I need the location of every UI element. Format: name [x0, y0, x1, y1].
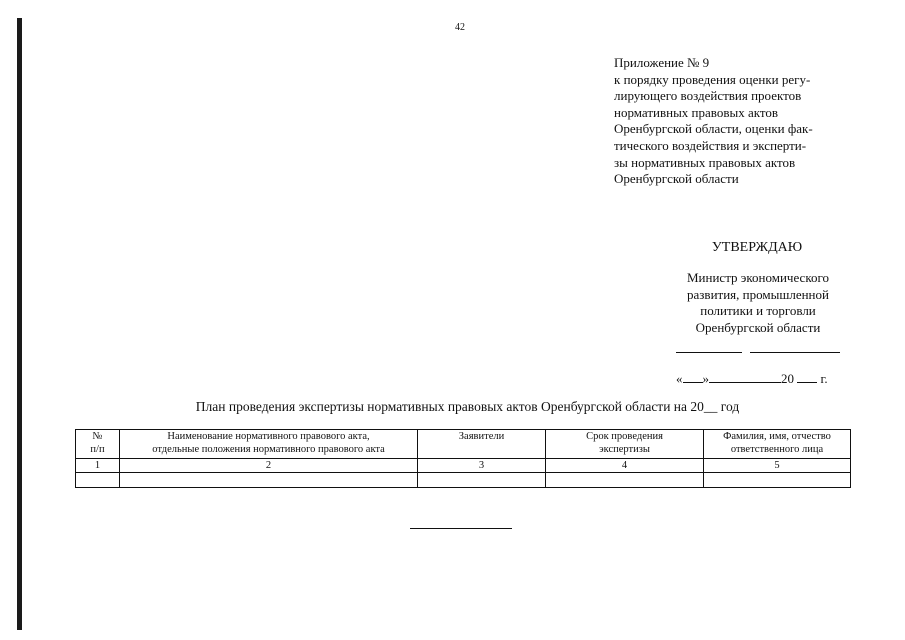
- appendix-line: тического воздействия и эксперти-: [614, 137, 807, 153]
- approver-line: политики и торговли: [700, 303, 816, 319]
- column-number: 5: [704, 459, 851, 473]
- year-blank: [797, 370, 817, 383]
- column-header-line: №: [92, 431, 103, 442]
- table-cell: [704, 473, 851, 488]
- column-number-row: [76, 459, 851, 473]
- appendix-line: к порядку проведения оценки регу-: [614, 71, 811, 87]
- approval-title: УТВЕРЖДАЮ: [711, 240, 803, 255]
- column-header-line: п/п: [90, 444, 105, 455]
- column-header-responsible: [704, 430, 851, 459]
- date-close-quote: »: [702, 371, 709, 386]
- page-number: 42: [455, 22, 465, 33]
- plan-table: [75, 429, 851, 488]
- approver-line: Министр экономического: [687, 270, 829, 285]
- column-header-line: Срок проведения: [586, 431, 663, 442]
- table-cell: [120, 473, 418, 488]
- plan-title: План проведения экспертизы нормативных правовых актов Оренбургской области на 20__ год: [195, 399, 740, 414]
- column-number: 2: [120, 459, 418, 473]
- column-header-act-name: [120, 430, 418, 459]
- footer-rule: [410, 528, 512, 529]
- appendix-line: Приложение № 9: [614, 55, 710, 70]
- date-open-quote: «: [676, 371, 683, 386]
- date-year-suffix: г.: [820, 371, 828, 386]
- month-blank: [709, 370, 781, 383]
- column-header-line: ответственного лица: [730, 444, 824, 455]
- column-header-line: Фамилия, имя, отчество: [723, 431, 831, 442]
- date-year-prefix: 20: [781, 371, 794, 386]
- column-header-applicants: [418, 430, 546, 459]
- appendix-line: нормативных правовых актов: [614, 104, 779, 120]
- table-cell: [546, 473, 704, 488]
- column-header-deadline: [546, 430, 704, 459]
- approver-block: [672, 270, 844, 336]
- name-line: [750, 352, 840, 353]
- table-header-row: [76, 430, 851, 459]
- column-header-line: Заявители: [458, 431, 505, 442]
- appendix-line: лирующего воздействия проектов: [614, 88, 802, 104]
- approver-line: Оренбургской области: [695, 319, 821, 335]
- table-cell: [418, 473, 546, 488]
- column-header-number: [76, 430, 120, 459]
- page-edge-bar: [17, 18, 22, 630]
- approver-line: развития, промышленной: [687, 286, 829, 302]
- appendix-block: [614, 55, 864, 188]
- table-cell: [76, 473, 120, 488]
- column-header-line: отдельные положения нормативного правового акта: [152, 444, 385, 455]
- column-number: 3: [418, 459, 546, 473]
- appendix-line: Оренбургской области, оценки фак-: [614, 121, 813, 137]
- approval-date: [676, 370, 856, 387]
- column-header-line: Наименование нормативного правового акта,: [167, 431, 370, 442]
- appendix-line: Оренбургской области: [614, 171, 739, 187]
- signature-line: [676, 352, 742, 353]
- table-row: [76, 473, 851, 488]
- column-number: 4: [546, 459, 704, 473]
- appendix-line: зы нормативных правовых актов: [614, 154, 796, 170]
- day-blank: [683, 370, 703, 383]
- column-number: 1: [76, 459, 120, 473]
- column-header-line: экспертизы: [599, 444, 650, 455]
